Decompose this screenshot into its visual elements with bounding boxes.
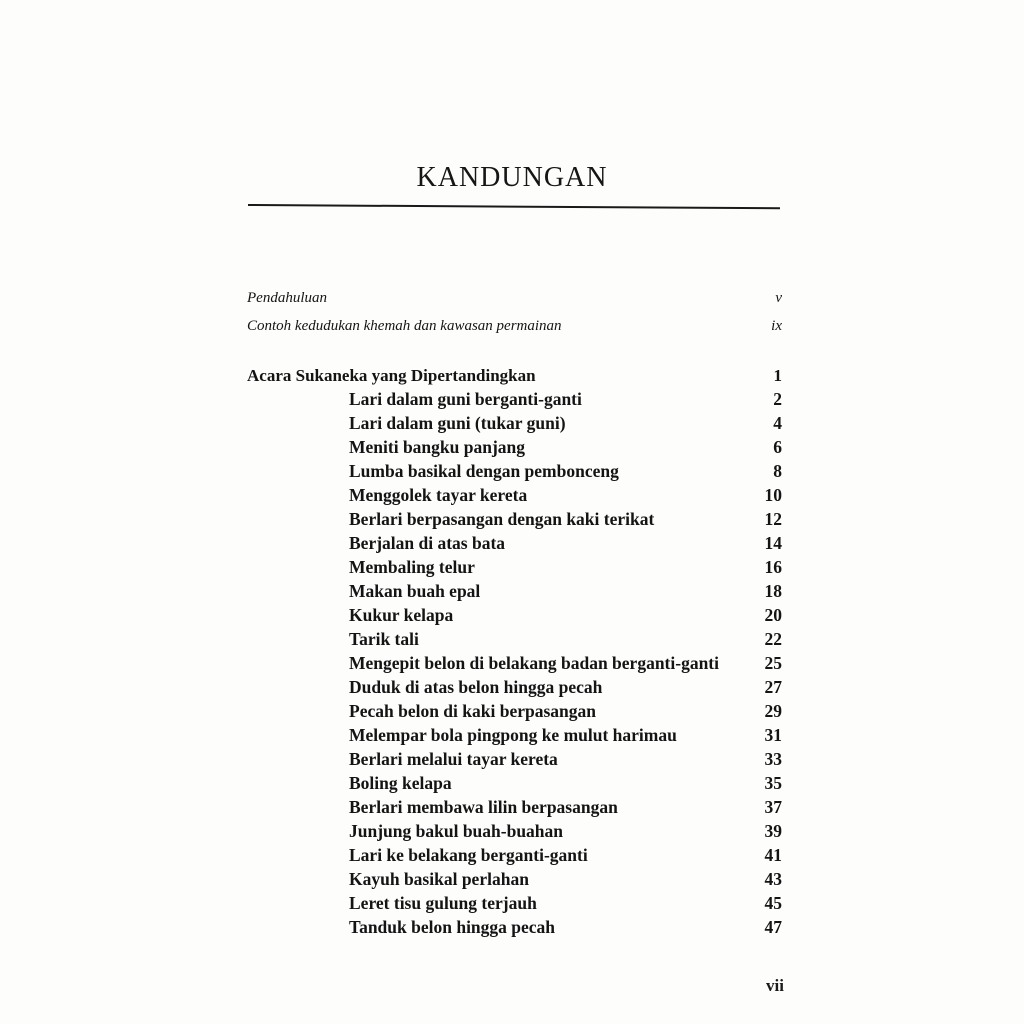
toc-entry [0, 747, 1024, 771]
toc-entry-title: Meniti bangku panjang [349, 437, 526, 457]
toc-entry-title: Tarik tali [349, 629, 419, 649]
toc-entry-title: Makan buah epal [349, 581, 481, 601]
page-number: vii [766, 976, 784, 995]
toc-entry [0, 483, 1024, 507]
toc-section-title: Acara Sukaneka yang Dipertandingkan [247, 366, 536, 385]
toc-entry-title: Lari dalam guni (tukar guni) [349, 413, 566, 433]
toc-entry [0, 867, 1024, 891]
toc-entry [0, 699, 1024, 723]
toc-entry-title: Tanduk belon hingga pecah [349, 917, 556, 937]
toc-entry [0, 411, 1024, 435]
toc-entry-title: Pecah belon di kaki berpasangan [349, 701, 596, 721]
toc-entry-title: Melempar bola pingpong ke mulut harimau [349, 725, 677, 745]
toc-entry-title: Duduk di atas belon hingga pecah [349, 677, 603, 697]
toc-front-entry [0, 286, 1024, 310]
toc-entry-page: 39 [764, 821, 782, 841]
toc-entry [0, 819, 1024, 843]
toc-entry-page: 6 [773, 437, 782, 457]
toc-entry-page: 45 [764, 893, 782, 913]
toc-entry-page: 14 [764, 533, 782, 553]
toc-entry-title: Junjung bakul buah-buahan [349, 821, 564, 841]
toc-entry-title: Kayuh basikal perlahan [349, 869, 529, 889]
toc-entry-page: 12 [764, 509, 782, 529]
toc-section-page: 1 [773, 366, 782, 385]
toc-entry-page: 47 [764, 917, 782, 937]
toc-entry [0, 915, 1024, 939]
toc-entry-page: 31 [764, 725, 782, 745]
toc-entry [0, 627, 1024, 651]
toc-entry-page: 20 [764, 605, 782, 625]
toc-entry-page: 29 [764, 701, 782, 721]
toc-front-entry [0, 314, 1024, 338]
toc-entry [0, 795, 1024, 819]
toc-entry [0, 723, 1024, 747]
toc-entry-page: 22 [764, 629, 782, 649]
toc-entry [0, 459, 1024, 483]
toc-entry-title: Berlari melalui tayar kereta [349, 749, 558, 769]
toc-entry [0, 579, 1024, 603]
toc-entry-page: 18 [764, 581, 782, 601]
page-title: KANDUNGAN [416, 162, 608, 193]
toc-entry-page: 4 [773, 413, 782, 433]
toc-entry-page: ix [771, 318, 782, 334]
toc-entry-page: 43 [764, 869, 782, 889]
toc-entry [0, 387, 1024, 411]
toc-section [0, 364, 1024, 388]
toc-entry-title: Membaling telur [349, 557, 475, 577]
toc-entry-title: Mengepit belon di belakang badan berganti-ganti [349, 653, 719, 673]
toc-entry [0, 531, 1024, 555]
toc-entry-title: Berlari berpasangan dengan kaki terikat [349, 509, 655, 529]
toc-entry-title: Boling kelapa [349, 773, 452, 793]
toc-entry-title: Lari dalam guni berganti-ganti [349, 389, 582, 409]
toc-entry [0, 891, 1024, 915]
toc-entry-title: Berjalan di atas bata [349, 533, 506, 553]
toc-entry-title: Lari ke belakang berganti-ganti [349, 845, 588, 865]
toc-entry-page: 41 [764, 845, 782, 865]
toc-entry-page: 16 [764, 557, 782, 577]
toc-entry-page: v [775, 290, 782, 306]
toc-entry-title: Menggolek tayar kereta [349, 485, 528, 505]
toc-entry [0, 435, 1024, 459]
toc-entry [0, 675, 1024, 699]
toc-entry-page: 37 [764, 797, 782, 817]
toc-entry [0, 507, 1024, 531]
toc-entry [0, 603, 1024, 627]
toc-entry-page: 35 [764, 773, 782, 793]
toc-entry [0, 843, 1024, 867]
toc-entry-page: 25 [764, 653, 782, 673]
toc-entry-title: Kukur kelapa [349, 605, 454, 625]
toc-entry-page: 10 [764, 485, 782, 505]
toc-entry-title: Berlari membawa lilin berpasangan [349, 797, 618, 817]
toc-entry [0, 555, 1024, 579]
toc-entry-title: Lumba basikal dengan pembonceng [349, 461, 619, 481]
toc-entry-title: Pendahuluan [247, 290, 327, 306]
toc-entry-page: 33 [764, 749, 782, 769]
toc-entry-title: Contoh kedudukan khemah dan kawasan permainan [247, 318, 562, 334]
toc-entry [0, 771, 1024, 795]
toc-entry-page: 2 [773, 389, 782, 409]
toc-entry [0, 651, 1024, 675]
toc-entry-page: 8 [773, 461, 782, 481]
toc-entry-page: 27 [764, 677, 782, 697]
toc-entry-title: Leret tisu gulung terjauh [349, 893, 537, 913]
